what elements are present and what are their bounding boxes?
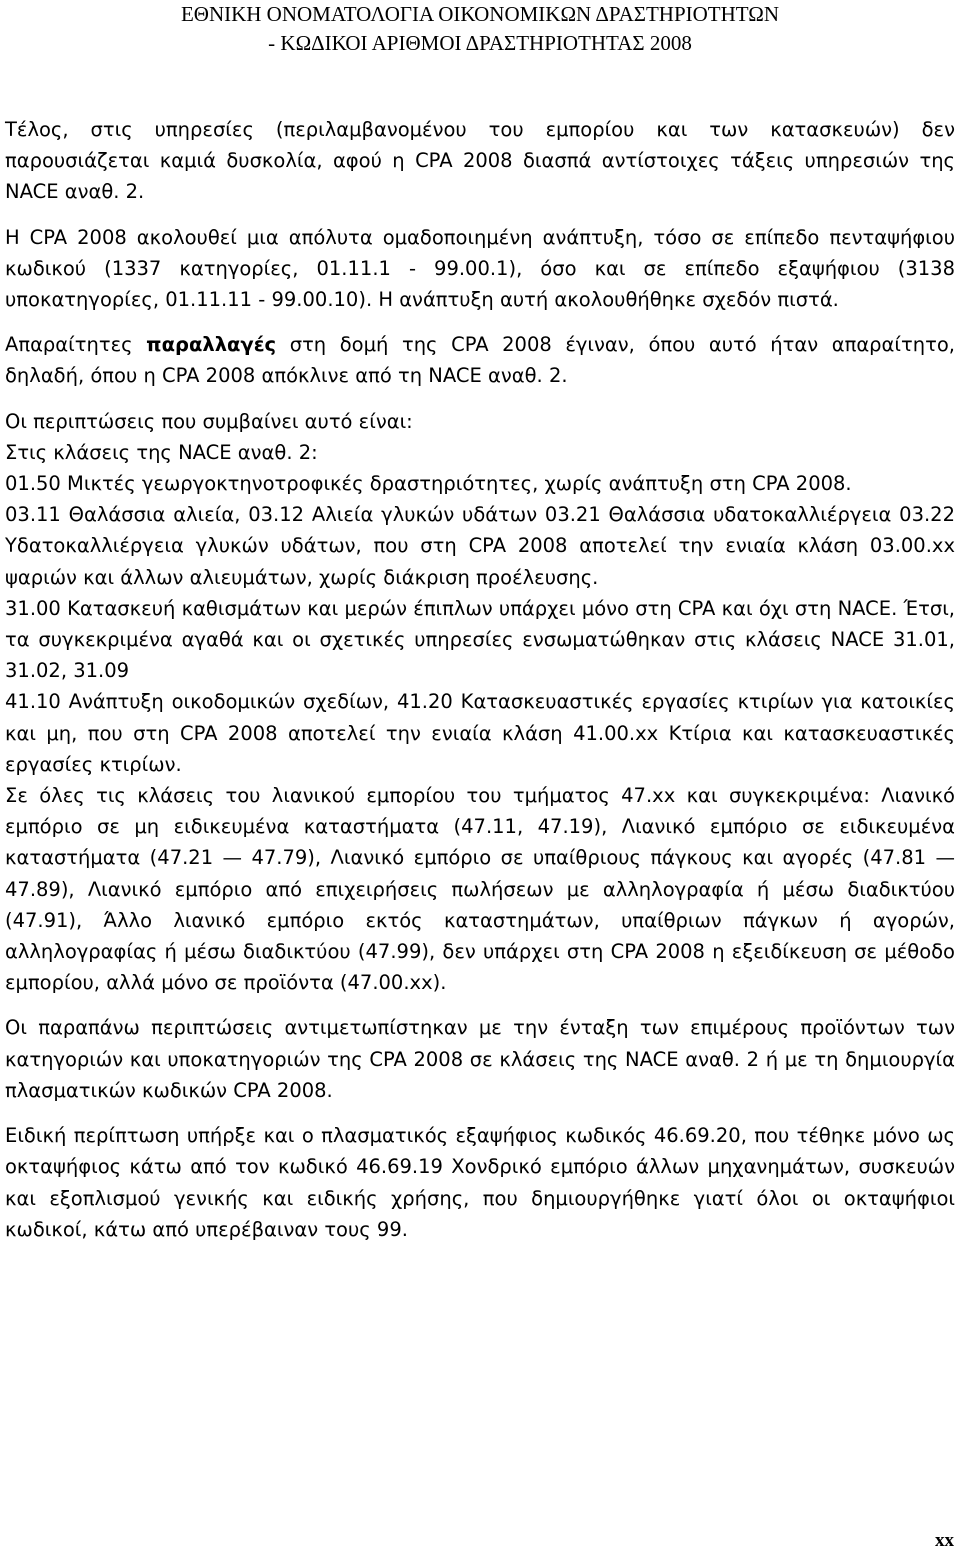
case-03-fishing: 03.11 Θαλάσσια αλιεία, 03.12 Αλιεία γλυκών υδάτων 03.21 Θαλάσσια υδατοκαλλιέργεια 03.22 Υδατοκαλλιέργεια γλυκών υδάτων, που στη CPA 2008 αποτελεί την ενιαία κλάση 03.00.xx ψαριών και άλλων αλιευμάτων, χωρίς διάκριση προέλευσης. [5, 503, 955, 589]
variations-text-start: Απαραίτητες [5, 333, 147, 357]
paragraph-services: Τέλος, στις υπηρεσίες (περιλαμβανομένου του εμπορίου και των κατασκευών) δεν παρουσιάζεται καμιά δυσκολία, αφού η CPA 2008 διασπά αντίστοιχες τάξεις υπηρεσιών της NACE αναθ. 2. [5, 118, 955, 204]
cases-intro: Οι περιπτώσεις που συμβαίνει αυτό είναι: [5, 409, 413, 433]
paragraph-cases-handled: Οι παραπάνω περιπτώσεις αντιμετωπίστηκαν με την ένταξη των επιμέρους προϊόντων των κατηγοριών και υποκατηγοριών της CPA 2008 σε κλάσεις της NACE αναθ. 2 ή με τη δημιουργία πλασματικών κωδικών CPA 2008. [5, 1016, 955, 1102]
paragraph-cpa-structure: Η CPA 2008 ακολουθεί μια απόλυτα ομαδοποιημένη ανάπτυξη, τόσο σε επίπεδο πενταψήφιου κωδικού (1337 κατηγορίες, 01.11.1 - 99.00.1), όσο και σε επίπεδο εξαψήφιου (3138 υποκατηγορίες, 01.11.11 - 99.00.10). Η ανάπτυξη αυτή ακολουθήθηκε σχεδόν πιστά. [5, 225, 955, 312]
variations-bold-word: παραλλαγές [146, 333, 277, 357]
case-47-retail: Σε όλες τις κλάσεις του λιανικού εμπορίου του τμήματος 47.xx και συγκεκριμένα: Λιανικό εμπόριο σε μη ειδικευμένα καταστήματα (47.11, 47.19), Λιανικό εμπόριο σε ειδικευμένα καταστήματα (47.21 — 47.79), Λιανικό εμπόριο σε υπαίθριους πάγκους και αγορές (47.81 — 47.89), Λιανικό εμπόριο από επιχειρήσεις πωλήσεων με αλληλογραφία ή μέσω διαδικτύου (47.91), Άλλο λιανικό εμπόριο εκτός καταστημάτων, υπαίθριων πάγκων ή αγορών, αλληλογραφίας ή μέσω διαδικτύου (47.99), δεν υπάρχει στη CPA 2008 η εξειδίκευση σε μέθοδο εμπορίου, αλλά μόνο σε προϊόντα (47.00.xx). [5, 784, 955, 995]
header-title-line-1: ΕΘΝΙΚΗ ΟΝΟΜΑΤΟΛΟΓΙΑ ΟΙΚΟΝΟΜΙΚΩΝ ΔΡΑΣΤΗΡΙΟΤΗΤΩΝ [180, 2, 780, 26]
paragraph-variations [5, 329, 955, 391]
page-number: xx [935, 1530, 954, 1551]
variations-text-end: στη δομή της CPA 2008 έγιναν, όπου αυτό ήταν απαραίτητο, δηλαδή, όπου η CPA 2008 απόκλινε από τη NACE αναθ. 2. [5, 333, 955, 388]
header-title-line-2: - ΚΩΔΙΚΟΙ ΑΡΙΘΜΟΙ ΔΡΑΣΤΗΡΙΟΤΗΤΑΣ 2008 [268, 31, 692, 55]
cases-classes-label: Στις κλάσεις της NACE αναθ. 2: [5, 440, 318, 464]
document-header [0, 0, 960, 58]
case-01-50: 01.50 Μικτές γεωργοκτηνοτροφικές δραστηριότητες, χωρίς ανάπτυξη στη CPA 2008. [5, 472, 852, 496]
paragraph-special-case: Ειδική περίπτωση υπήρξε και ο πλασματικός εξαψήφιος κωδικός 46.69.20, που τέθηκε μόνο ως οκταψήφιος κάτω από τον κωδικό 46.69.19 Χονδρικό εμπόριο άλλων μηχανημάτων, συσκευών και εξοπλισμού γενικής και ειδικής χρήσης, που δημιουργήθηκε γιατί όλοι οι οκταψήφιοι κωδικοί, κάτω από υπερέβαιναν τους 99. [5, 1124, 955, 1241]
case-31-00: 31.00 Κατασκευή καθισμάτων και μερών έπιπλων υπάρχει μόνο στη CPA και όχι στη NACE. Έτσι, τα συγκεκριμένα αγαθά και οι σχετικές υπηρεσίες ενσωματώθηκαν στις κλάσεις NACE 31.01, 31.02, 31.09 [5, 596, 955, 683]
document-body [5, 114, 955, 1245]
case-41-construction: 41.10 Ανάπτυξη οικοδομικών σχεδίων, 41.20 Κατασκευαστικές εργασίες κτιρίων για κατοικίες και μη, που στη CPA 2008 αποτελεί την ενιαία κλάση 41.00.xx Κτίρια και κατασκευαστικές εργασίες κτιρίων. [5, 690, 955, 776]
